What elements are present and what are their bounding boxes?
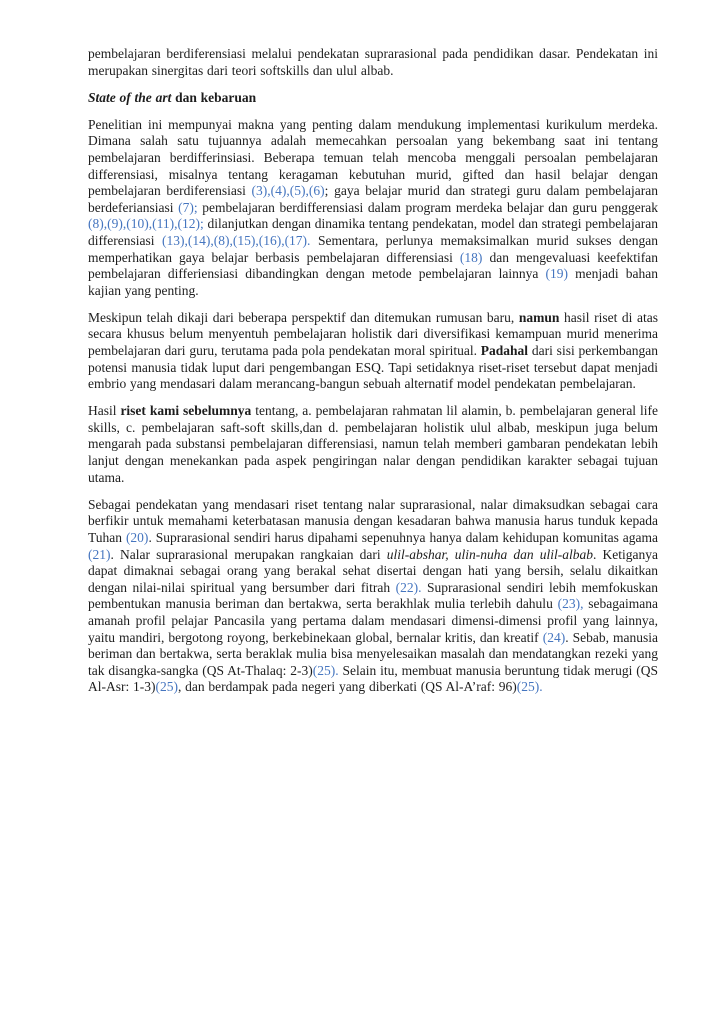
citation-link[interactable]: (13),(14),(8),(15),(16),(17). [161,232,311,248]
text-run: tentang, a. pembelajaran rahmatan lil alamin, b. pembelajaran general life skills, c. pembelajaran saft-soft skills,dan d. pembelajaran holistik ulul albab, meskipun juga belum mengarah pada substansi pembelajaran differensiasi, namun telah memberi gambaran pendekatan lebih lanjut dengan menekankan pada aspek pengiringan nalar dengan pendidikan karakter sebagai tujuan utama. [88,403,658,485]
citation-link[interactable]: (24) [542,629,566,645]
text-run: dilanjutkan dengan dinamika tentang pendekatan, model dan strategi pembelajaran differensiasi [88,216,658,248]
para-state-of-the-art [88,117,658,300]
para-research-gap [88,310,658,393]
text-run: ulil-abshar, ulin-nuha dan ulil-albab [386,546,593,562]
text-run: pembelajaran berdiferensiasi melalui pendekatan suprarasional pada pendidikan dasar. Pendekatan ini merupakan sinergitas dari teori softskills dan ulul albab. [88,46,658,78]
text-run: dan kebaruan [171,89,257,105]
text-run: . Ketiganya dapat dimaknai sebagai orang yang berakal sehat disertai dengan hati yang bersih, selalu dikaitkan dengan nilai-nilai spiritual yang bersumber dari fitrah [88,546,658,595]
citation-link[interactable]: (25). [312,662,339,678]
text-run: State of the art [88,89,172,105]
citation-link[interactable]: (25). [516,679,543,695]
text-run: dari sisi perkembangan potensi manusia tidak luput dari pengembangan ESQ. Tapi setidaknya riset-riset tersebut dapat menjadi embrio yang mendasari dalam merancang-bangun sebuah alternatif model pendekatan pembelajaran. [88,343,658,392]
text-run: Meskipun telah dikaji dari beberapa perspektif dan ditemukan rumusan baru, [88,309,519,325]
document-body [88,46,658,706]
citation-link[interactable]: (8),(9),(10),(11),(12); [88,216,204,232]
citation-link[interactable]: (18) [459,249,483,265]
text-run: menjadi bahan kajian yang penting. [88,266,658,298]
citation-link[interactable]: (7); [178,199,198,215]
para-suprarasional [88,497,658,696]
citation-link[interactable]: (25) [155,679,179,695]
text-run: Sebagai pendekatan yang mendasari riset tentang nalar suprarasional, nalar dimaksudkan sebagai cara berfikir untuk memahami keterbatasan manusia dengan kesadaran bahwa manusia harus tunduk kepada Tuhan [88,496,658,545]
text-run: Penelitian ini mempunyai makna yang penting dalam mendukung implementasi kurikulum merdeka. Dimana salah satu tujuannya adalah memecahkan persoalan yang bekembang saat ini tentang pembelajaran berdifferinsiasi. Beberapa temuan telah mencoba menggali persoalan pembelajaran differensiasi, misalnya tentang keragaman kebutuhan murid, gifted dan hasil belajar dengan pembelajaran berdiferensiasi [88,116,658,199]
citation-link[interactable]: (3),(4),(5),(6) [251,183,325,199]
text-run: riset kami sebelumnya [120,403,252,419]
text-run: namun [518,309,560,325]
text-run: . Suprarasional sendiri harus dipahami sepenuhnya hanya dalam kehidupan komunitas agama [148,529,659,545]
citation-link[interactable]: (20) [125,529,149,545]
para-intro-continuation [88,46,658,79]
citation-link[interactable]: (23), [557,596,584,612]
citation-link[interactable]: (22). [395,579,422,595]
text-run: Hasil [88,403,121,419]
text-run: sebagaimana amanah profil pelajar Pancasila yang pertama dalam mendasari dimensi-dimensi profil yang lainnya, yaitu mandiri, bergotong royong, berkebinekaan global, bernalar kritis, dan kreatif [88,596,658,645]
text-run: dan mengevaluasi keefektifan pembelajaran differiensiasi dibandingkan dengan metode pembelajaran lainnya [88,249,658,282]
text-run: pembelajaran berdifferensiasi dalam program merdeka belajar dan guru penggerak [197,199,659,215]
text-run: Sementara, perlunya memaksimalkan murid sukses dengan memperhatikan gaya belajar berbasis pembelajaran differensiasi [88,232,658,265]
text-run: hasil riset di atas secara khusus belum menyentuh pembelajaran holistik dari diversifikasi kemampuan murid menerima pembelajaran dari guru, terutama pada pola pendekatan moral spiritual. [88,309,658,358]
text-run: Selain itu, membuat manusia beruntung tidak merugi (QS Al-Asr: 1-3) [88,662,658,695]
text-run: , dan berdampak pada negeri yang diberkati (QS Al-A’raf: 96) [178,679,517,695]
citation-link[interactable]: (19) [545,266,569,282]
text-run: Padahal [480,343,529,358]
citation-link[interactable]: (21) [88,546,111,562]
text-run: Suprarasional sendiri lebih memfokuskan pembentukan manusia beriman dan bertakwa, serta berakhlak mulia terlebih dahulu [88,579,658,612]
heading-state-of-the-art [88,90,658,107]
text-run: . Nalar suprarasional merupakan rangkaian dari [110,546,387,562]
text-run: ; gaya belajar murid dan strategi guru dalam pembelajaran berdeferiansiasi [88,183,658,215]
text-run: . Sebab, manusia beriman dan bertakwa, serta beraklak mulia bisa menyelesaikan masalah dan mendatangkan rezeki yang tak disangka-sangka (QS At-Thalaq: 2-3) [88,629,658,678]
para-previous-research [88,403,658,486]
